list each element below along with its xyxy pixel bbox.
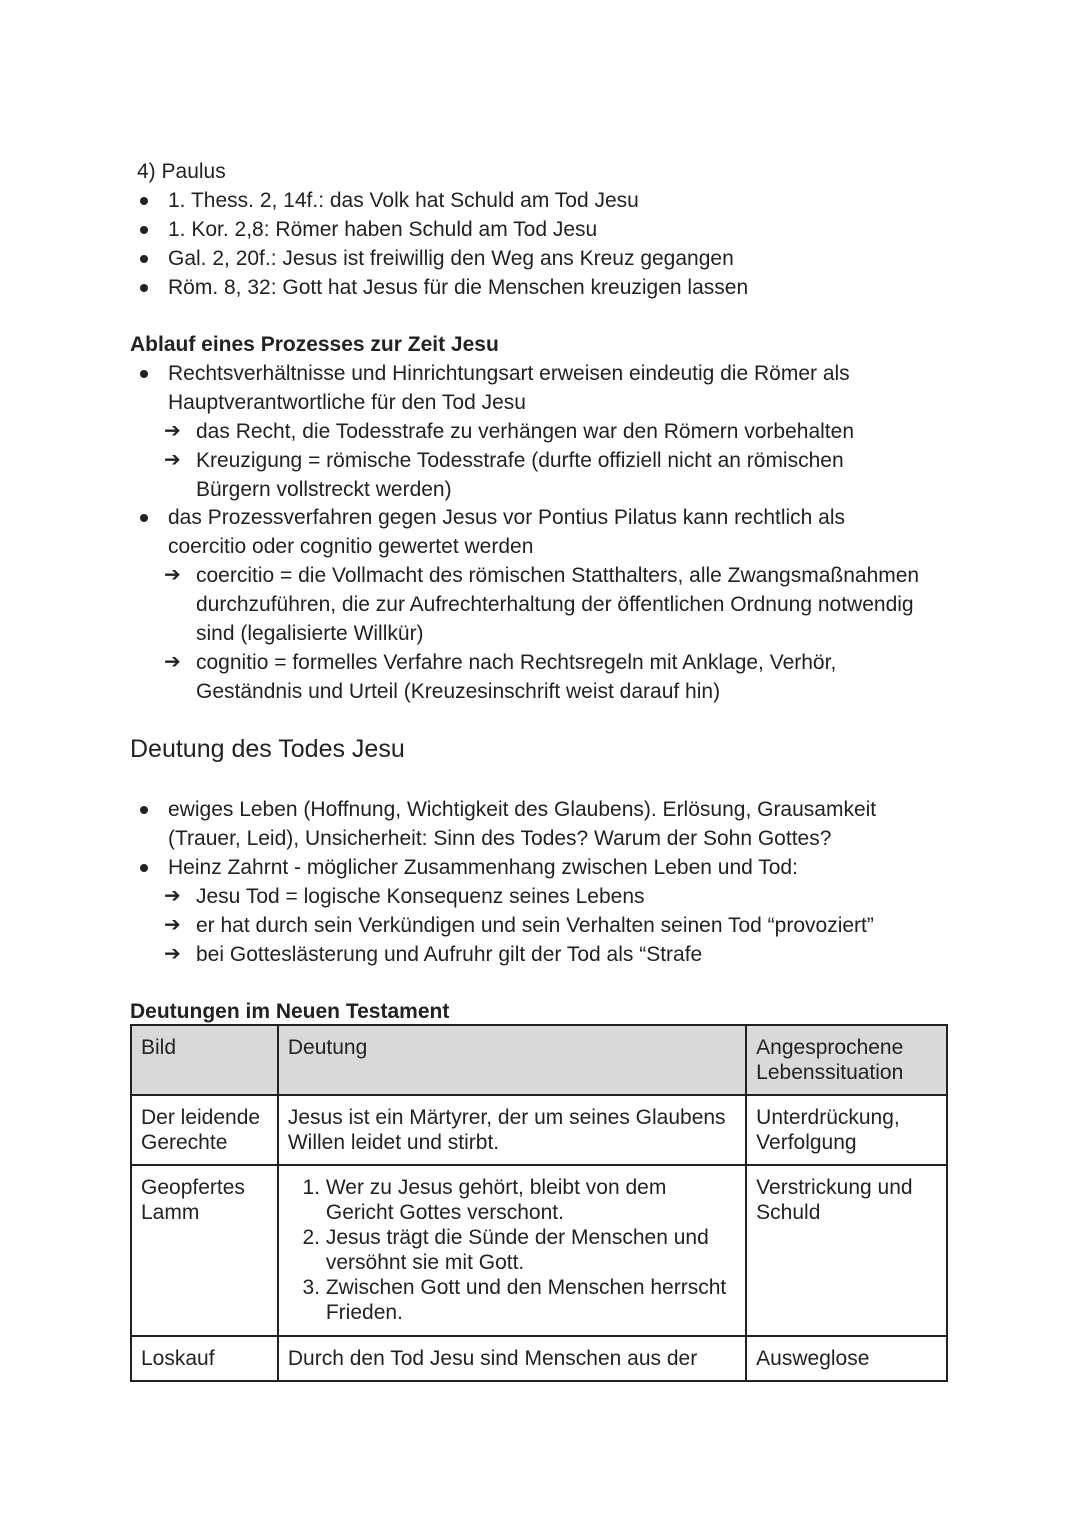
arrow-right-icon: ➔ — [164, 914, 181, 936]
paulus-heading: 4) Paulus — [137, 160, 226, 183]
table-cell-bild: Der leidende Gerechte — [131, 1095, 278, 1165]
paulus-item-3: Gal. 2, 20f.: Jesus ist freiwillig den Weg ans Kreuz gegangen — [168, 247, 734, 270]
table-row — [131, 1165, 947, 1336]
table-row — [131, 1095, 947, 1165]
ablauf-arrow-3-line-2: durchzuführen, die zur Aufrechterhaltung der öffentlichen Ordnung notwendig — [196, 593, 914, 616]
paulus-item-4: Röm. 8, 32: Gott hat Jesus für die Menschen kreuzigen lassen — [168, 276, 749, 299]
ablauf-bullet-1-line-1: Rechtsverhältnisse und Hinrichtungsart erweisen eindeutig die Römer als — [168, 362, 850, 385]
deutung-bullet-1-line-1: ewiges Leben (Hoffnung, Wichtigkeit des Glaubens). Erlösung, Grausamkeit — [168, 798, 877, 821]
bullet-dot-icon — [140, 864, 148, 872]
deutungen-table — [130, 1024, 948, 1382]
list-item: 2. Jesus trägt die Sünde der Menschen und versöhnt sie mit Gott. — [326, 1225, 737, 1275]
bullet-dot-icon — [140, 806, 148, 814]
table-cell-situation: Ausweglose — [746, 1336, 947, 1381]
ablauf-arrow-2-line-1: Kreuzigung = römische Todesstrafe (durfte offiziell nicht an römischen — [196, 449, 844, 472]
ablauf-arrow-4-line-1: cognitio = formelles Verfahre nach Rechtsregeln mit Anklage, Verhör, — [196, 651, 837, 674]
bullet-dot-icon — [140, 284, 148, 292]
paulus-item-2: 1. Kor. 2,8: Römer haben Schuld am Tod Jesu — [168, 218, 598, 241]
table-header-row — [131, 1025, 947, 1095]
ablauf-arrow-1: das Recht, die Todesstrafe zu verhängen war den Römern vorbehalten — [196, 420, 855, 443]
deutung-arrow-3: bei Gotteslästerung und Aufruhr gilt der Tod als “Strafe — [196, 943, 703, 966]
bullet-dot-icon — [140, 255, 148, 263]
ablauf-arrow-3-line-3: sind (legalisierte Willkür) — [196, 622, 424, 645]
list-item: 3. Zwischen Gott und den Menschen herrscht Frieden. — [326, 1275, 737, 1325]
arrow-right-icon: ➔ — [164, 943, 181, 965]
deutung-bullet-1-line-2: (Trauer, Leid), Unsicherheit: Sinn des Todes? Warum der Sohn Gottes? — [168, 827, 832, 850]
table-cell-bild: Loskauf — [131, 1336, 278, 1381]
arrow-right-icon: ➔ — [164, 449, 181, 471]
bullet-dot-icon — [140, 370, 148, 378]
table-header-situation: Angesprochene Lebenssituation — [746, 1025, 947, 1095]
bullet-dot-icon — [140, 226, 148, 234]
paulus-item-1: 1. Thess. 2, 14f.: das Volk hat Schuld am Tod Jesu — [168, 189, 639, 212]
nt-heading: Deutungen im Neuen Testament — [130, 1000, 450, 1023]
table-cell-deutung — [278, 1165, 746, 1336]
ablauf-heading: Ablauf eines Prozesses zur Zeit Jesu — [130, 333, 499, 356]
table-header-bild: Bild — [131, 1025, 278, 1095]
bullet-dot-icon — [140, 514, 148, 522]
table-cell-situation: Unterdrückung, Verfolgung — [746, 1095, 947, 1165]
ablauf-bullet-2-line-1: das Prozessverfahren gegen Jesus vor Pontius Pilatus kann rechtlich als — [168, 506, 846, 529]
table-cell-deutung: Durch den Tod Jesu sind Menschen aus der — [278, 1336, 746, 1381]
table-cell-deutung: Jesus ist ein Märtyrer, der um seines Glaubens Willen leidet und stirbt. — [278, 1095, 746, 1165]
deutung-numbered-list — [288, 1175, 737, 1325]
table-cell-bild: Geopfertes Lamm — [131, 1165, 278, 1336]
deutung-arrow-1: Jesu Tod = logische Konsequenz seines Lebens — [196, 885, 645, 908]
table-header-deutung: Deutung — [278, 1025, 746, 1095]
deutung-arrow-2: er hat durch sein Verkündigen und sein Verhalten seinen Tod “provoziert” — [196, 914, 874, 937]
table-cell-situation: Verstrickung und Schuld — [746, 1165, 947, 1336]
arrow-right-icon: ➔ — [164, 885, 181, 907]
deutung-bullet-2: Heinz Zahrnt - möglicher Zusammenhang zwischen Leben und Tod: — [168, 856, 798, 879]
arrow-right-icon: ➔ — [164, 420, 181, 442]
ablauf-arrow-4-line-2: Geständnis und Urteil (Kreuzesinschrift weist darauf hin) — [196, 680, 721, 703]
arrow-right-icon: ➔ — [164, 564, 181, 586]
arrow-right-icon: ➔ — [164, 651, 181, 673]
ablauf-bullet-2-line-2: coercitio oder cognitio gewertet werden — [168, 535, 534, 558]
ablauf-bullet-1-line-2: Hauptverantwortliche für den Tod Jesu — [168, 391, 526, 414]
bullet-dot-icon — [140, 197, 148, 205]
ablauf-arrow-2-line-2: Bürgern vollstreckt werden) — [196, 478, 452, 501]
ablauf-arrow-3-line-1: coercitio = die Vollmacht des römischen Statthalters, alle Zwangsmaßnahmen — [196, 564, 920, 587]
deutung-heading: Deutung des Todes Jesu — [130, 735, 405, 763]
table-row — [131, 1336, 947, 1381]
list-item: 1. Wer zu Jesus gehört, bleibt von dem Gericht Gottes verschont. — [326, 1175, 737, 1225]
